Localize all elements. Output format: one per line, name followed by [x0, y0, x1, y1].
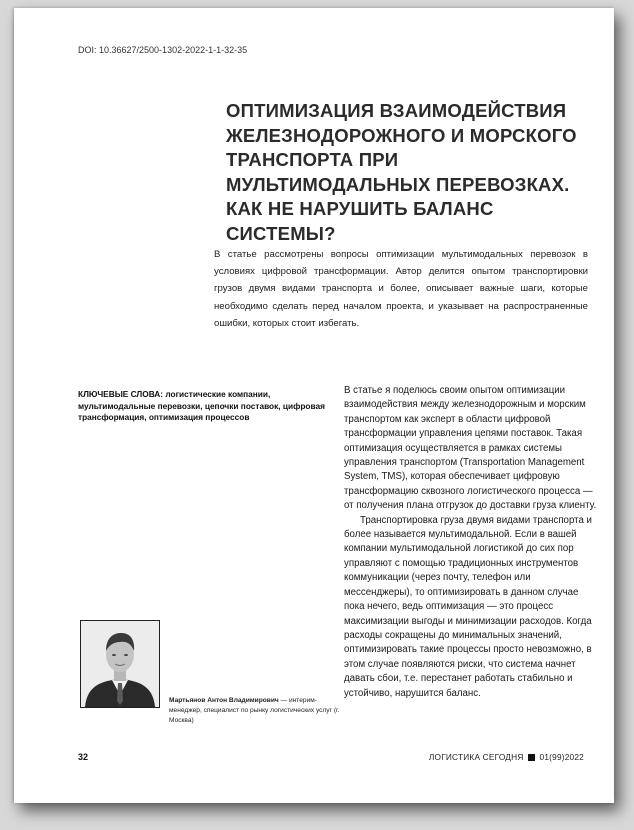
doi: DOI: 10.36627/2500-1302-2022-1-1-32-35 — [78, 45, 248, 55]
journal-name: ЛОГИСТИКА СЕГОДНЯ — [428, 752, 524, 762]
author-caption — [169, 696, 344, 726]
author-role: — интерим-менеджер, специалист по рынку логистических услуг (г. Москва) — [169, 697, 340, 724]
article-title: ОПТИМИЗАЦИЯ ВЗАИМОДЕЙСТВИЯ ЖЕЛЕЗНОДОРОЖНОГО И МОРСКОГО ТРАНСПОРТА ПРИ МУЛЬТИМОДАЛЬНЫХ ПЕРЕВОЗКАХ. КАК НЕ НАРУШИТЬ БАЛАНС СИСТЕМЫ? — [226, 100, 577, 244]
author-portrait-image — [81, 621, 159, 707]
journal-footer — [429, 752, 584, 762]
keywords — [78, 389, 336, 424]
author-photo — [80, 620, 160, 708]
journal-page — [14, 8, 614, 803]
square-separator-icon — [528, 754, 535, 761]
abstract: В статье рассмотрены вопросы оптимизации мультимодальных перевозок в условиях цифровой трансформации. Автор делится опытом транспортировки грузов двумя видами транспорта и более, описывает важные шаги, которые необходимо сделать перед началом проекта, и указывает на распространенные ошибки, которых стоит избегать. — [214, 249, 588, 329]
page-number: 32 — [78, 752, 89, 762]
body-paragraph: В статье я поделюсь своим опытом оптимизации взаимодействия между железнодорожным и морским транспортом как эксперт в области цифровой трансформации управления цепями поставок. Такая оптимизация осуществляется в рамках системы управления транспортом (Transportation Management System, TMS), которая обеспечивает цифровую трансформацию сквозного логистического процесса — от получения плана отгрузок до доставки груза клиенту. — [344, 385, 597, 512]
body-paragraph: Транспортировка груза двумя видами транспорта и более называется мультимодальной. Если в вашей компании мультимодальной логистикой до сих пор управляют с помощью традиционных инструментов коммуникации (через почту, телефон или мессенджеры), то оптимизировать в данном случае пока нечего, ведь оптимизация — это процесс максимизации выгоды и минимизации расходов. Когда расходы сокращены до минимальных значений, оптимизировать такие процессы просто невозможно, в этом случае появляются риски, что система начнет давать сбои, т.е. перестанет работать стабильно и устойчиво, нарушится баланс. — [344, 514, 592, 699]
keywords-label: КЛЮЧЕВЫЕ СЛОВА: — [78, 389, 164, 399]
keywords-text: логистические компании, мультимодальные перевозки, цепочки поставок, цифровая трансформация, оптимизация процессов — [78, 389, 325, 423]
author-name: Мартьянов Антон Владимирович — [169, 697, 279, 704]
journal-issue: 01(99)2022 — [539, 752, 584, 762]
article-body — [344, 384, 600, 701]
